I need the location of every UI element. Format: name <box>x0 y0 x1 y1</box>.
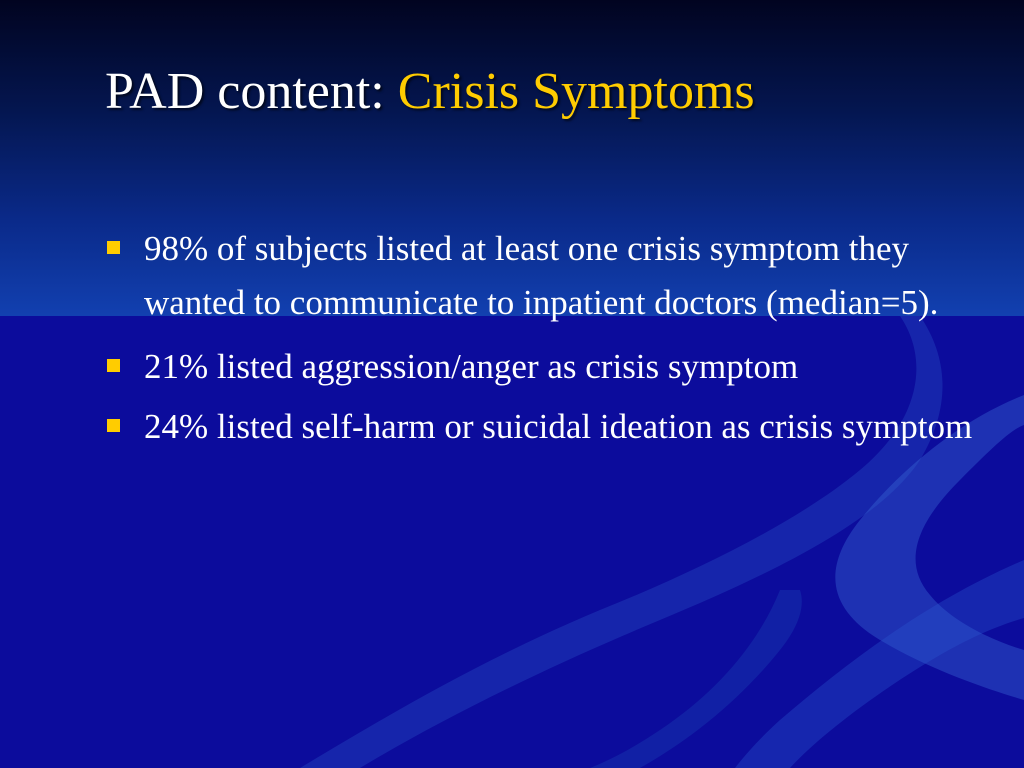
bullet-text: 98% of subjects listed at least one crisis symptom they wanted to communicate to inpatient doctors (median=5). <box>144 229 939 322</box>
bullet-item-3 <box>104 400 1009 454</box>
bullet-item-1 <box>104 222 1009 330</box>
bullet-text: 24% listed self-harm or suicidal ideation as crisis symptom <box>144 407 973 446</box>
square-bullet-icon <box>107 419 120 432</box>
square-bullet-icon <box>107 241 120 254</box>
bullet-list <box>104 222 1009 464</box>
bullet-item-2 <box>104 340 1009 394</box>
bullet-text: 21% listed aggression/anger as crisis symptom <box>144 347 799 386</box>
square-bullet-icon <box>107 359 120 372</box>
title-highlight: Crisis Symptoms <box>397 63 755 120</box>
title-prefix: PAD content: <box>105 63 385 120</box>
slide-title <box>105 62 755 121</box>
